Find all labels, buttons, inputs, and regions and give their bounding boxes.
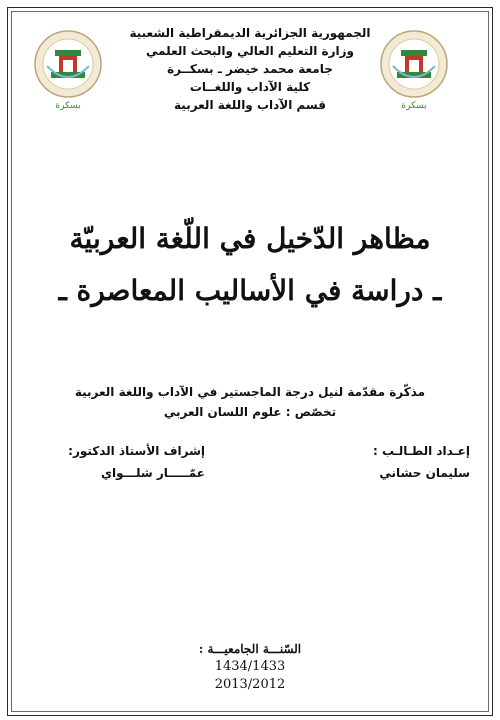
- country-name: الجمهورية الجزائرية الديمقراطية الشعبية: [129, 26, 371, 40]
- thesis-title: [20, 218, 480, 312]
- logo-left-caption: بسكرة: [55, 101, 81, 111]
- academic-year-gregorian: 2013/2012: [214, 677, 286, 692]
- faculty-name: كلية الآداب واللغــات: [189, 80, 311, 94]
- student-block: [300, 440, 470, 484]
- academic-year-block: [150, 640, 350, 694]
- student-name: سليمان حشاني: [379, 466, 470, 480]
- ministry-name: وزارة التعليم العالي والبحث العلمي: [145, 44, 355, 58]
- title-line-2: ـ دراسة في الأساليب المعاصرة ـ: [58, 274, 442, 307]
- supervisor-label: إشراف الأستاذ الدكتور:: [68, 444, 205, 458]
- department-name: قسم الآداب واللغة العربية: [174, 98, 326, 112]
- title-line-1: مظاهر الدّخيل في اللّغة العربيّة: [69, 222, 431, 255]
- memo-line-2: تخصّص : علوم اللسان العربي: [163, 405, 337, 419]
- inner-border: [11, 11, 489, 712]
- university-logo-left: [33, 26, 103, 112]
- academic-year-label: السّنـــة الجامعيـــة :: [198, 642, 302, 656]
- supervisor-name: عمّـــــار شلـــواي: [101, 466, 205, 480]
- memo-line-1: مذكّرة مقدّمة لنيل درجة الماجستير في الآداب واللغة العربية: [74, 385, 426, 399]
- university-name: جامعة محمد خيضر ـ بسكــرة: [167, 62, 333, 76]
- academic-year-hijri: 1434/1433: [214, 659, 286, 674]
- memo-description: [60, 382, 440, 422]
- institution-header: [100, 24, 400, 114]
- student-label: إعـداد الطـالـب :: [373, 444, 470, 458]
- logo-right-caption: بسكرة: [401, 101, 427, 111]
- supervisor-block: [35, 440, 205, 484]
